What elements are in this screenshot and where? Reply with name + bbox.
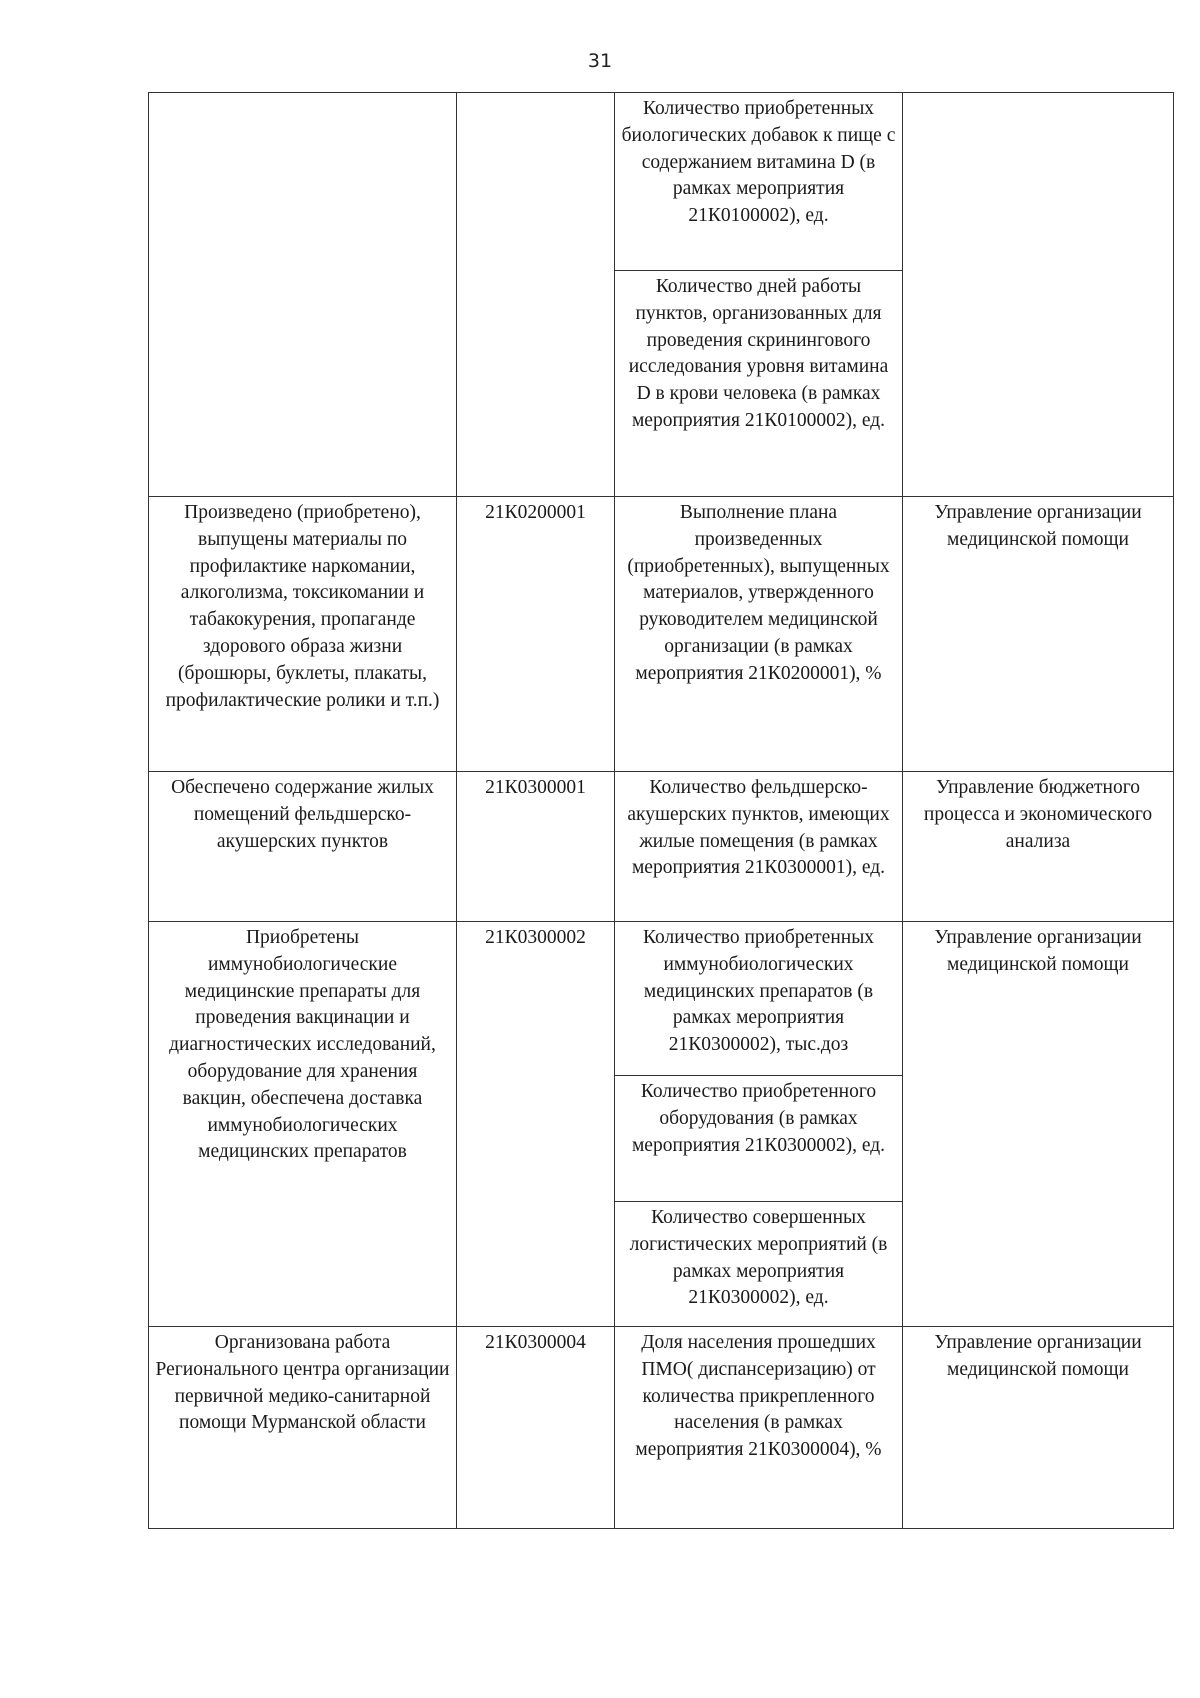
table-row	[149, 1327, 1174, 1529]
code-cell: 21К0300001	[457, 772, 615, 922]
responsible-cell: Управление бюджетного процесса и экономического анализа	[903, 772, 1174, 922]
page-number: 31	[587, 50, 613, 72]
table-row	[149, 93, 1174, 271]
indicator-cell: Доля населения прошедших ПМО( диспансеризацию) от количества прикрепленного населения (в рамках мероприятия 21К0300004), %	[615, 1327, 903, 1529]
indicator-cell: Количество приобретенных биологических добавок к пище с содержанием витамина D (в рамках мероприятия 21К0100002), ед.	[615, 93, 903, 271]
responsible-cell	[903, 93, 1174, 497]
code-cell	[457, 93, 615, 497]
indicator-cell: Выполнение плана произведенных (приобретенных), выпущенных материалов, утвержденного руководителем медицинской организации (в рамках мероприятия 21К0200001), %	[615, 497, 903, 772]
responsible-cell: Управление организации медицинской помощи	[903, 922, 1174, 1327]
result-cell: Организована работа Регионального центра организации первичной медико-санитарной помощи Мурманской области	[149, 1327, 457, 1529]
code-cell: 21К0200001	[457, 497, 615, 772]
table-row	[149, 497, 1174, 772]
result-cell: Приобретены иммунобиологические медицинские препараты для проведения вакцинации и диагностических исследований, оборудование для хранения вакцин, обеспечена доставка иммунобиологических медицинских препаратов	[149, 922, 457, 1327]
indicator-cell: Количество совершенных логистических мероприятий (в рамках мероприятия 21К0300002), ед.	[615, 1202, 903, 1327]
code-cell: 21К0300002	[457, 922, 615, 1327]
code-cell: 21К0300004	[457, 1327, 615, 1529]
result-cell: Произведено (приобретено), выпущены материалы по профилактике наркомании, алкоголизма, токсикомании и табакокурения, пропаганде здорового образа жизни (брошюры, буклеты, плакаты, профилактические ролики и т.п.)	[149, 497, 457, 772]
indicator-cell: Количество приобретенных иммунобиологических медицинских препаратов (в рамках мероприятия 21К0300002), тыс.доз	[615, 922, 903, 1076]
table-row	[149, 922, 1174, 1076]
table-row	[149, 772, 1174, 922]
indicator-cell: Количество дней работы пунктов, организованных для проведения скринингового исследования уровня витамина D в крови человека (в рамках мероприятия 21К0100002), ед.	[615, 271, 903, 497]
indicator-cell: Количество приобретенного оборудования (в рамках мероприятия 21К0300002), ед.	[615, 1076, 903, 1202]
measures-table	[148, 92, 1174, 1529]
result-cell: Обеспечено содержание жилых помещений фельдшерско-акушерских пунктов	[149, 772, 457, 922]
responsible-cell: Управление организации медицинской помощи	[903, 497, 1174, 772]
result-cell	[149, 93, 457, 497]
indicator-cell: Количество фельдшерско-акушерских пунктов, имеющих жилые помещения (в рамках мероприятия 21К0300001), ед.	[615, 772, 903, 922]
responsible-cell: Управление организации медицинской помощи	[903, 1327, 1174, 1529]
